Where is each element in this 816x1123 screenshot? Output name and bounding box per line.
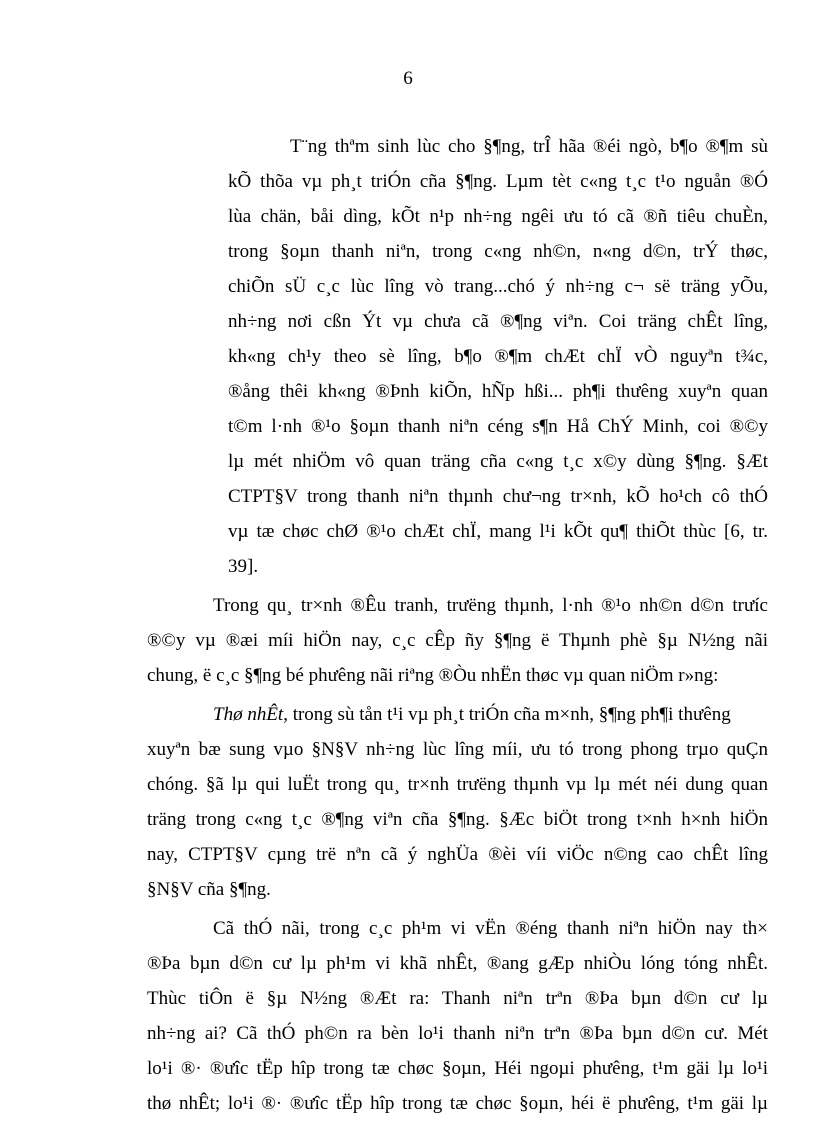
paragraph-line: ®Þa bµn d©n cư lµ ph¹m vi khã nhÊt, ®ang gÆp nhiÒu lóng tóng nhÊt. [147, 953, 768, 974]
quote-line: chiÕn sÜ c¸c lùc lîng vò trang...chó ý nh÷ng c¬ së träng yÕu, [228, 276, 768, 297]
paragraph-line: chung, ë c¸c §¶ng bé phưêng nãi riªng ®Òu nhËn thøc vµ quan niÖm r»ng: [147, 665, 719, 686]
quote-line: lùa chän, båi dìng, kÕt n¹p nh÷ng ngêi ưu tó cã ®ñ tiêu chuÈn, [228, 206, 768, 227]
paragraph-line: Thùc tiÔn ë §µ N½ng ®Æt ra: Thanh niªn trªn ®Þa bµn d©n cư lµ [147, 988, 768, 1009]
emphasis-lead: Thø nhÊt [213, 704, 284, 725]
paragraph-line: träng trong c«ng t¸c ®¶ng viªn cña §¶ng. §Æc biÖt trong t×nh h×nh hiÖn [147, 809, 768, 830]
quote-line: nh÷ng nơi cßn Ýt vµ chưa cã ®¶ng viªn. Coi träng chÊt lîng, [228, 311, 768, 332]
quote-line: 39]. [228, 556, 259, 577]
quote-line: t©m l·nh ®¹o §oµn thanh niªn céng s¶n Hå ChÝ Minh, coi ®©y [228, 416, 768, 437]
paragraph-line: lo¹i ®· ®ưîc tËp hîp trong tæ chøc §oµn, Héi ngoµi phưêng, t¹m gäi lµ lo¹i [147, 1058, 768, 1079]
paragraph-line: thø nhÊt; lo¹i ®· ®ưîc tËp hîp trong tæ chøc §oµn, héi ë phưêng, t¹m gäi lµ [147, 1093, 768, 1114]
paragraph-line: chóng. §ã lµ qui luËt trong qu¸ tr×nh trưëng thµnh vµ lµ mét néi dung quan [147, 774, 768, 795]
page-number: 6 [403, 68, 413, 89]
paragraph-line: xuyªn bæ sung vµo §N§V nh÷ng lùc lîng míi, ưu tó trong phong trµo quÇn [147, 739, 768, 760]
quote-line: kÕ thõa vµ ph¸t triÓn cña §¶ng. Lµm tèt c«ng t¸c t¹o nguån ®Ó [228, 171, 768, 192]
paragraph-line: Trong qu¸ tr×nh ®Êu tranh, trưëng thµnh, l·nh ®¹o nh©n d©n trưíc [213, 595, 768, 616]
quote-line: CTPT§V trong thanh niªn thµnh chư¬ng tr×nh, kÕ ho¹ch cô thÓ [228, 486, 768, 507]
paragraph-line: Cã thÓ nãi, trong c¸c ph¹m vi vËn ®éng thanh niªn hiÖn nay th× [213, 918, 768, 939]
quote-line: kh«ng ch¹y theo sè lîng, b¶o ®¶m chÆt chÏ vÒ nguyªn t¾c, [228, 346, 768, 367]
paragraph-line [213, 703, 768, 727]
paragraph-line-rest: , trong sù tån t¹i vµ ph¸t triÓn cña m×nh, §¶ng ph¶i thưêng [283, 704, 731, 725]
quote-line: T¨ng thªm sinh lùc cho §¶ng, trÎ hãa ®éi ngò, b¶o ®¶m sù [290, 136, 768, 157]
paragraph-line: §N§V cña §¶ng. [147, 879, 271, 900]
paragraph-line: ®©y vµ ®æi míi hiÖn nay, c¸c cÊp ñy §¶ng ë Thµnh phè §µ N½ng nãi [147, 630, 768, 651]
paragraph-line: nh÷ng ai? Cã thÓ ph©n ra bèn lo¹i thanh niªn trªn ®Þa bµn d©n cư. Mét [147, 1023, 768, 1044]
quote-line: trong §oµn thanh niªn, trong c«ng nh©n, n«ng d©n, trÝ thøc, [228, 241, 768, 262]
quote-line: vµ tæ chøc chØ ®¹o chÆt chÏ, mang l¹i kÕt qu¶ thiÕt thùc [6, tr. [228, 521, 768, 542]
quote-line: lµ mét nhiÖm vô quan träng cña c«ng t¸c x©y dùng §¶ng. §Æt [228, 451, 768, 472]
quote-line: ®ång thêi kh«ng ®Þnh kiÕn, hÑp hßi... ph¶i thưêng xuyªn quan [228, 381, 768, 402]
paragraph-line: nay, CTPT§V cµng trë nªn cã ý nghÜa ®èi víi viÖc n©ng cao chÊt lîng [147, 844, 768, 865]
